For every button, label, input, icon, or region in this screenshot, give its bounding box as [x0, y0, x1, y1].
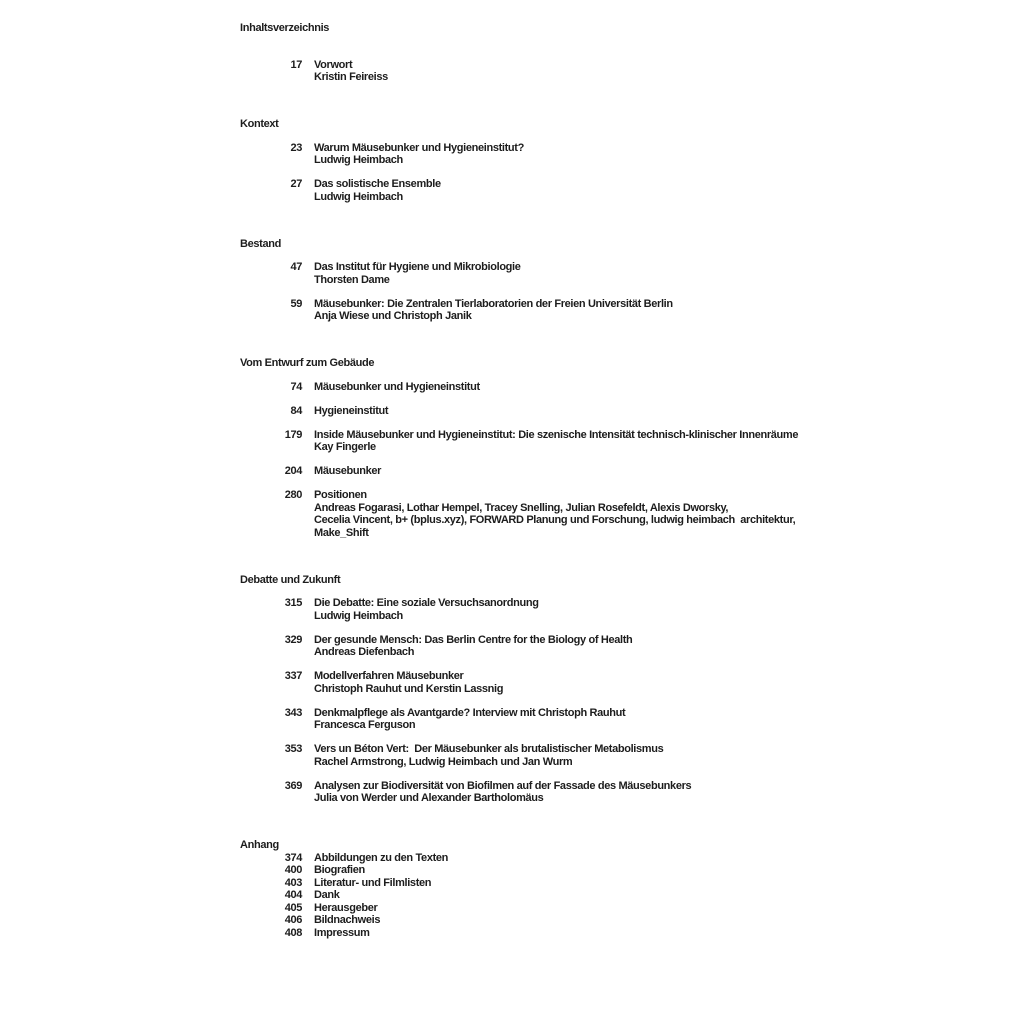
entry-lines [314, 405, 388, 418]
entry-author: Make_Shift [314, 526, 369, 539]
entry-author: Kay Fingerle [314, 441, 376, 453]
entry-page-number: 406 [284, 914, 302, 926]
entry-lines [314, 707, 625, 732]
entry-title: Herausgeber [314, 901, 378, 914]
entry-page-number: 408 [284, 926, 302, 939]
entry-author: Anja Wiese und Christoph Janik [314, 310, 472, 322]
entry-page-number: 369 [284, 779, 302, 792]
entry-page-number: 400 [284, 864, 302, 876]
entry-title: Biografien [314, 864, 365, 876]
toc-entry [240, 634, 920, 659]
entry-author: Rachel Armstrong, Ludwig Heimbach und Jan Wurm [314, 755, 573, 768]
entry-page-number: 374 [284, 851, 302, 864]
entry-lines [314, 59, 388, 84]
entry-lines [314, 634, 632, 659]
entry-author: Cecelia Vincent, b+ (bplus.xyz), FORWARD Planung und Forschung, ludwig heimbach architektur, [314, 514, 796, 526]
entry-lines [314, 429, 798, 454]
entry-title: Positionen [314, 489, 367, 501]
toc-entry [240, 780, 920, 805]
toc-entry [240, 261, 920, 286]
toc-entry [240, 877, 920, 890]
entry-page-number: 403 [284, 876, 302, 889]
entry-title: Impressum [314, 926, 370, 939]
toc-section [240, 574, 920, 817]
toc-entry [240, 889, 920, 902]
entry-lines [314, 597, 539, 622]
toc-entry [240, 852, 920, 865]
entry-lines [314, 298, 673, 323]
toc-entry [240, 178, 920, 203]
entry-page-number: 343 [284, 706, 302, 719]
entry-lines [314, 877, 431, 890]
entry-title: Das solistische Ensemble [314, 178, 441, 190]
entry-lines [314, 465, 381, 478]
entry-author: Kristin Feireiss [314, 71, 388, 83]
entry-author: Andreas Diefenbach [314, 646, 415, 658]
entry-title: Mäusebunker: Die Zentralen Tierlaboratorien der Freien Universität Berlin [314, 297, 673, 310]
entry-page-number: 405 [284, 901, 302, 914]
entry-page-number: 353 [284, 743, 302, 755]
section-entries [240, 852, 920, 940]
toc-entry [240, 670, 920, 695]
entry-title: Vorwort [314, 58, 353, 71]
entry-lines [314, 178, 441, 203]
entry-title: Das Institut für Hygiene und Mikrobiologie [314, 261, 521, 273]
entry-lines [314, 780, 691, 805]
entry-page-number: 337 [284, 670, 302, 682]
toc-section [240, 118, 920, 215]
toc-entry [240, 465, 920, 478]
entry-lines [314, 489, 795, 539]
entry-page-number: 204 [284, 465, 302, 477]
entry-lines [314, 142, 524, 167]
toc-entry [240, 429, 920, 454]
entry-page-number: 179 [284, 428, 302, 441]
toc-entry [240, 142, 920, 167]
entry-title: Literatur- und Filmlisten [314, 876, 432, 889]
entry-title: Bildnachweis [314, 914, 381, 926]
entry-page-number: 27 [290, 178, 302, 190]
entry-page-number: 404 [284, 889, 302, 901]
entry-title: Modellverfahren Mäusebunker [314, 670, 464, 682]
table-of-contents [240, 22, 920, 939]
toc-entry [240, 743, 920, 768]
entry-title: Denkmalpflege als Avantgarde? Interview mit Christoph Rauhut [314, 706, 626, 719]
entry-page-number: 315 [284, 597, 302, 609]
section-entries [240, 597, 920, 805]
section-header: Kontext [240, 118, 279, 130]
toc-entry [240, 59, 920, 84]
entry-author: Christoph Rauhut und Kerstin Lassnig [314, 682, 504, 695]
toc-entry [240, 597, 920, 622]
section-header: Debatte und Zukunft [240, 573, 341, 586]
toc-sections [240, 59, 920, 940]
entry-title: Die Debatte: Eine soziale Versuchsanordnung [314, 597, 539, 609]
section-entries [240, 59, 920, 84]
entry-author: Ludwig Heimbach [314, 190, 403, 203]
entry-title: Analysen zur Biodiversität von Biofilmen auf der Fassade des Mäusebunkers [314, 779, 692, 792]
page-title: Inhaltsverzeichnis [240, 22, 330, 34]
entry-page-number: 59 [290, 297, 302, 310]
entry-title: Dank [314, 889, 340, 901]
entry-page-number: 84 [290, 404, 302, 417]
section-entries [240, 142, 920, 204]
entry-title: Vers un Béton Vert: Der Mäusebunker als brutalistischer Metabolismus [314, 743, 664, 755]
entry-page-number: 329 [284, 633, 302, 646]
entry-lines [314, 743, 663, 768]
entry-page-number: 280 [284, 489, 302, 501]
entry-author: Julia von Werder und Alexander Bartholomäus [314, 792, 544, 804]
entry-title: Mäusebunker und Hygieneinstitut [314, 380, 480, 393]
entry-title: Hygieneinstitut [314, 404, 389, 417]
entry-lines [314, 864, 365, 877]
entry-author: Francesca Ferguson [314, 719, 416, 731]
entry-title: Abbildungen zu den Texten [314, 851, 449, 864]
entry-page-number: 74 [290, 380, 302, 393]
entry-page-number: 17 [290, 58, 302, 71]
toc-section [240, 238, 920, 335]
toc-entry [240, 914, 920, 927]
toc-entry [240, 927, 920, 940]
entry-lines [314, 889, 340, 902]
toc-entry [240, 381, 920, 394]
entry-title: Warum Mäusebunker und Hygieneinstitut? [314, 141, 524, 154]
section-entries [240, 381, 920, 540]
toc-entry [240, 902, 920, 915]
section-header: Bestand [240, 237, 281, 250]
entry-lines [314, 914, 380, 927]
toc-section [240, 357, 920, 551]
toc-entry [240, 489, 920, 539]
toc-entry [240, 707, 920, 732]
entry-lines [314, 902, 377, 915]
toc-section [240, 839, 920, 939]
entry-lines [314, 670, 503, 695]
toc-entry [240, 864, 920, 877]
entry-page-number: 47 [290, 261, 302, 273]
entry-lines [314, 381, 480, 394]
entry-author: Ludwig Heimbach [314, 609, 403, 622]
entry-author: Andreas Fogarasi, Lothar Hempel, Tracey Snelling, Julian Rosefeldt, Alexis Dworsky, [314, 501, 729, 514]
entry-author: Thorsten Dame [314, 273, 390, 286]
toc-entry [240, 405, 920, 418]
entry-lines [314, 852, 448, 865]
entry-author: Ludwig Heimbach [314, 154, 403, 166]
entry-lines [314, 927, 370, 940]
entry-title: Mäusebunker [314, 465, 382, 477]
section-header: Vom Entwurf zum Gebäude [240, 357, 375, 369]
entry-title: Inside Mäusebunker und Hygieneinstitut: Die szenische Intensität technisch-klinischer Innenräume [314, 428, 799, 441]
section-entries [240, 261, 920, 323]
toc-section [240, 59, 920, 96]
entry-page-number: 23 [290, 141, 302, 154]
entry-title: Der gesunde Mensch: Das Berlin Centre for the Biology of Health [314, 633, 633, 646]
entry-lines [314, 261, 521, 286]
toc-entry [240, 298, 920, 323]
section-header: Anhang [240, 839, 279, 851]
